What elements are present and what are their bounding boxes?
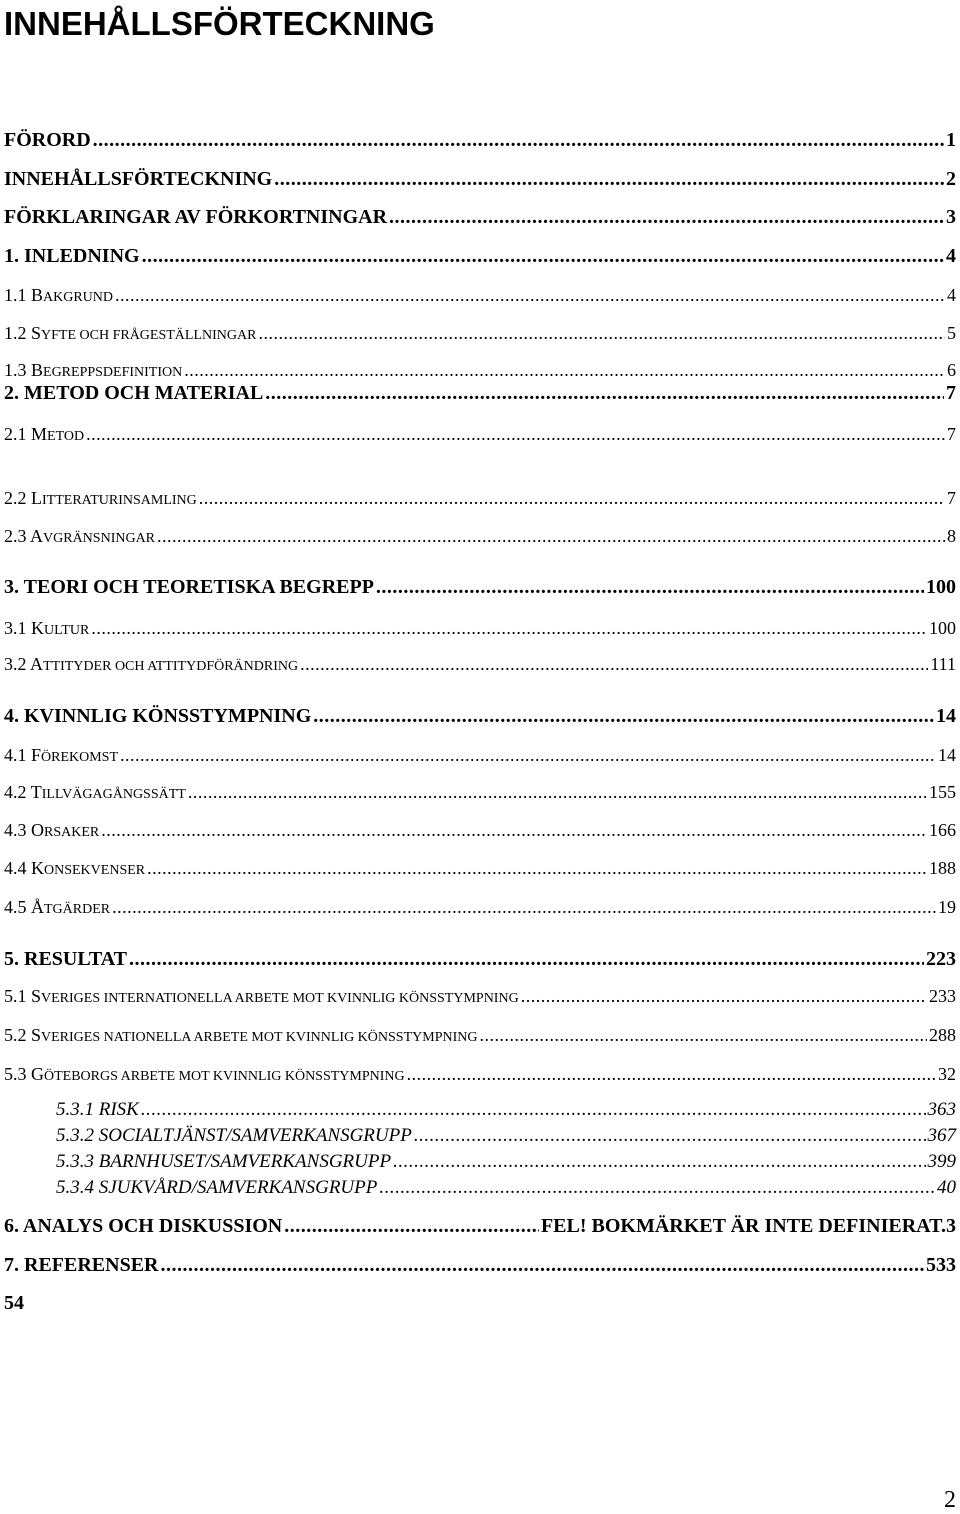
toc-entry-number: 4.3 (4, 820, 31, 840)
toc-entry-number: 5.2 (4, 1025, 31, 1045)
toc-entry-number: 3.2 (4, 654, 31, 674)
toc-dot-leader (142, 243, 944, 269)
toc-entry-number: 2.2 (4, 488, 31, 508)
toc-dot-leader (479, 1023, 927, 1047)
toc-dot-leader (313, 703, 934, 729)
toc-entry-rest: ETOD (47, 429, 85, 444)
toc-entry-number: 5.3 (4, 1064, 31, 1084)
toc-entry[interactable] (4, 984, 956, 1008)
toc-entry[interactable] (4, 524, 956, 548)
toc-dot-leader (521, 984, 927, 1008)
toc-entry-number: 5.1 (4, 986, 31, 1006)
toc-entry[interactable] (56, 1098, 956, 1122)
toc-entry-rest: ÖTEBORGS ARBETE MOT KVINNLIG KÖNSSTYMPNING (44, 1069, 405, 1084)
toc-entry-page: 166 (929, 820, 956, 840)
toc-entry[interactable] (4, 204, 956, 230)
toc-title: INNEHÅLLSFÖRTECKNING (4, 5, 435, 42)
toc-entry[interactable] (4, 358, 956, 382)
toc-entry-label (4, 283, 113, 310)
toc-entry-rest: ÖREKOMST (41, 750, 119, 765)
toc-entry-number: 2.1 (4, 424, 31, 444)
toc-entry-page: 4 (947, 285, 956, 305)
toc-entry[interactable] (4, 703, 956, 729)
toc-entry[interactable] (4, 422, 956, 446)
stray-page-number: 54 (4, 1292, 24, 1314)
toc-entry[interactable] (4, 243, 956, 269)
toc-entry-page: 5 (947, 323, 956, 343)
toc-entry-page: 4 (946, 245, 956, 267)
toc-entry-initial: F (31, 745, 42, 765)
toc-dot-leader (265, 380, 944, 406)
toc-entry-page: 1 (946, 129, 956, 151)
toc-dot-leader (184, 358, 945, 382)
toc-dot-leader (93, 127, 944, 153)
toc-entry-rest: TTITYDER OCH ATTITYDFÖRÄNDRING (43, 659, 299, 674)
toc-dot-leader (120, 743, 936, 767)
toc-entry-initial: A (30, 654, 44, 674)
toc-entry-initial: L (31, 488, 42, 508)
toc-entry[interactable] (4, 380, 956, 406)
toc-dot-leader (101, 818, 927, 842)
toc-entry-number: 1.3 (4, 360, 31, 380)
toc-entry[interactable] (4, 283, 956, 307)
toc-entry-rest: YFTE OCH FRÅGESTÄLLNINGAR (41, 328, 257, 343)
toc-entry-page: 223 (926, 948, 956, 970)
toc-entry-label: 5.3.3 BARNHUSET/SAMVERKANSGRUPP (56, 1151, 392, 1172)
toc-entry-initial: O (31, 820, 44, 840)
toc-entry-page: 288 (929, 1025, 956, 1045)
toc-entry-rest: ITTERATURINSAMLING (42, 493, 197, 508)
toc-entry-rest: VERIGES INTERNATIONELLA ARBETE MOT KVINNLIG KÖNSSTYMPNING (41, 991, 519, 1006)
toc-entry-page: 188 (929, 858, 956, 878)
toc-entry-rest: ULTUR (44, 623, 90, 638)
toc-entry[interactable] (4, 743, 956, 767)
toc-dot-leader (188, 780, 927, 804)
toc-entry-label (4, 1023, 477, 1050)
toc-entry-initial: B (31, 285, 44, 305)
toc-entry-page: FEL! BOKMÄRKET ÄR INTE DEFINIERAT.3 (540, 1215, 956, 1237)
toc-entry-page: 111 (930, 654, 956, 674)
toc-entry[interactable] (4, 616, 956, 640)
toc-dot-leader (407, 1062, 936, 1086)
toc-dot-leader (129, 946, 924, 972)
toc-entry-label (4, 818, 99, 845)
toc-entry-initial: B (31, 360, 44, 380)
toc-entry-initial: K (31, 618, 44, 638)
toc-entry-label (4, 984, 519, 1011)
toc-entry-number: 1.1 (4, 285, 31, 305)
toc-entry-label: 5.3.1 RISK (56, 1099, 139, 1120)
toc-entry-number: 1.2 (4, 323, 31, 343)
toc-entry-page: 399 (927, 1151, 956, 1172)
toc-entry-label: FÖRORD (4, 129, 91, 151)
toc-entry-rest: VERIGES NATIONELLA ARBETE MOT KVINNLIG KÖNSSTYMPNING (41, 1030, 478, 1045)
toc-entry-label (4, 856, 145, 883)
toc-entry[interactable] (56, 1176, 956, 1200)
toc-entry-label (4, 616, 89, 643)
toc-dot-leader (147, 856, 927, 880)
toc-dot-leader (379, 1176, 935, 1200)
toc-entry-page: 14 (938, 745, 956, 765)
toc-entry-rest: TGÄRDER (44, 902, 111, 917)
toc-dot-leader (157, 524, 945, 548)
toc-entry-number: 4.5 (4, 897, 31, 917)
toc-entry-label: 6. ANALYS OCH DISKUSSION (4, 1215, 283, 1237)
toc-entry-page: 6 (947, 360, 956, 380)
toc-entry-label: 7. REFERENSER (4, 1254, 159, 1276)
toc-entry-initial: T (30, 782, 42, 802)
toc-entry[interactable] (4, 486, 956, 510)
toc-entry[interactable] (4, 818, 956, 842)
toc-dot-leader (376, 574, 924, 600)
toc-entry[interactable] (4, 856, 956, 880)
toc-entry[interactable] (4, 895, 956, 919)
toc-entry-rest: ILLVÄGAGÅNGSSÄTT (41, 787, 186, 802)
toc-dot-leader (91, 616, 927, 640)
toc-entry-number: 3.1 (4, 618, 31, 638)
toc-dot-leader (160, 1252, 924, 1278)
toc-entry[interactable] (4, 1213, 956, 1239)
toc-entry-initial: S (31, 986, 42, 1006)
toc-entry[interactable] (4, 166, 956, 192)
toc-entry-label (4, 652, 298, 679)
toc-entry-label (4, 1062, 405, 1089)
toc-entry-label (4, 422, 84, 449)
toc-entry-page: 100 (929, 618, 956, 638)
toc-entry-initial: G (31, 1064, 44, 1084)
toc-dot-leader (274, 166, 944, 192)
toc-entry-page: 100 (926, 576, 956, 598)
toc-entry-page: 533 (926, 1254, 956, 1276)
toc-entry-number: 4.1 (4, 745, 31, 765)
toc-entry[interactable] (4, 652, 956, 676)
toc-entry-label (4, 321, 256, 348)
toc-entry-label: INNEHÅLLSFÖRTECKNING (4, 168, 273, 190)
toc-entry-label: 5.3.2 SOCIALTJÄNST/SAMVERKANSGRUPP (56, 1125, 412, 1146)
toc-dot-leader (115, 283, 945, 307)
toc-entry[interactable] (4, 127, 956, 153)
toc-entry-page: 40 (937, 1177, 956, 1198)
toc-entry-initial: S (31, 1025, 42, 1045)
toc-entry-label: 1. INLEDNING (4, 245, 140, 267)
toc-dot-leader (414, 1124, 926, 1148)
toc-entry-rest: VGRÄNSNINGAR (43, 531, 156, 546)
toc-entry-page: 233 (929, 986, 956, 1006)
toc-entry-rest: AKGRUND (43, 290, 114, 305)
toc-entry[interactable] (56, 1124, 956, 1148)
toc-entry-label (4, 524, 155, 551)
toc-entry-initial: M (31, 424, 48, 444)
page-number: 2 (944, 1487, 956, 1513)
toc-entry-label: 2. METOD OCH MATERIAL (4, 382, 264, 404)
toc-entry-initial: A (30, 526, 44, 546)
toc-entry-label (4, 895, 110, 922)
toc-entry-label (4, 780, 186, 807)
toc-dot-leader (389, 204, 944, 230)
toc-entry[interactable] (4, 1023, 956, 1047)
toc-entry-number: 4.2 (4, 782, 31, 802)
toc-entry[interactable] (4, 1062, 956, 1086)
toc-entry-page: 363 (927, 1099, 956, 1120)
toc-entry-page: 367 (927, 1125, 956, 1146)
toc-entry-initial: S (31, 323, 42, 343)
toc-entry-label: 3. TEORI OCH TEORETISKA BEGREPP (4, 576, 374, 598)
toc-entry-label: 4. KVINNLIG KÖNSSTYMPNING (4, 705, 312, 727)
toc-entry-rest: RSAKER (44, 825, 100, 840)
toc-dot-leader (393, 1150, 925, 1174)
toc-entry-page: 32 (938, 1064, 956, 1084)
toc-entry-label: FÖRKLARINGAR AV FÖRKORTNINGAR (4, 206, 388, 228)
toc-entry[interactable] (4, 780, 956, 804)
toc-dot-leader (112, 895, 936, 919)
toc-entry-rest: EGREPPSDEFINITION (43, 365, 183, 380)
toc-entry[interactable] (4, 321, 956, 345)
toc-entry-number: 4.4 (4, 858, 31, 878)
toc-entry-page: 155 (929, 782, 956, 802)
toc-entry[interactable] (4, 574, 956, 600)
toc-entry[interactable] (4, 1252, 956, 1278)
toc-entry-rest: ONSEKVENSER (44, 863, 146, 878)
toc-dot-leader (258, 321, 945, 345)
toc-entry[interactable] (56, 1150, 956, 1174)
toc-dot-leader (300, 652, 928, 676)
toc-entry-initial: Å (31, 897, 44, 917)
toc-entry-label: 5.3.4 SJUKVÅRD/SAMVERKANSGRUPP (56, 1177, 378, 1198)
toc-entry-page: 2 (946, 168, 956, 190)
toc-entry-label (4, 486, 197, 513)
toc-dot-leader (141, 1098, 926, 1122)
toc-entry-page: 7 (947, 488, 956, 508)
toc-entry-label: 5. RESULTAT (4, 948, 128, 970)
toc-entry-number: 2.3 (4, 526, 31, 546)
toc-dot-leader (199, 486, 945, 510)
toc-dot-leader (284, 1213, 539, 1239)
toc-entry-page: 7 (947, 424, 956, 444)
toc-entry[interactable] (4, 946, 956, 972)
toc-entry-page: 3 (946, 206, 956, 228)
toc-entry-page: 7 (946, 382, 956, 404)
toc-entry-initial: K (31, 858, 44, 878)
toc-entry-label (4, 743, 118, 770)
toc-entry-page: 14 (936, 705, 956, 727)
toc-entry-page: 19 (938, 897, 956, 917)
toc-entry-page: 8 (947, 526, 956, 546)
toc-dot-leader (86, 422, 945, 446)
